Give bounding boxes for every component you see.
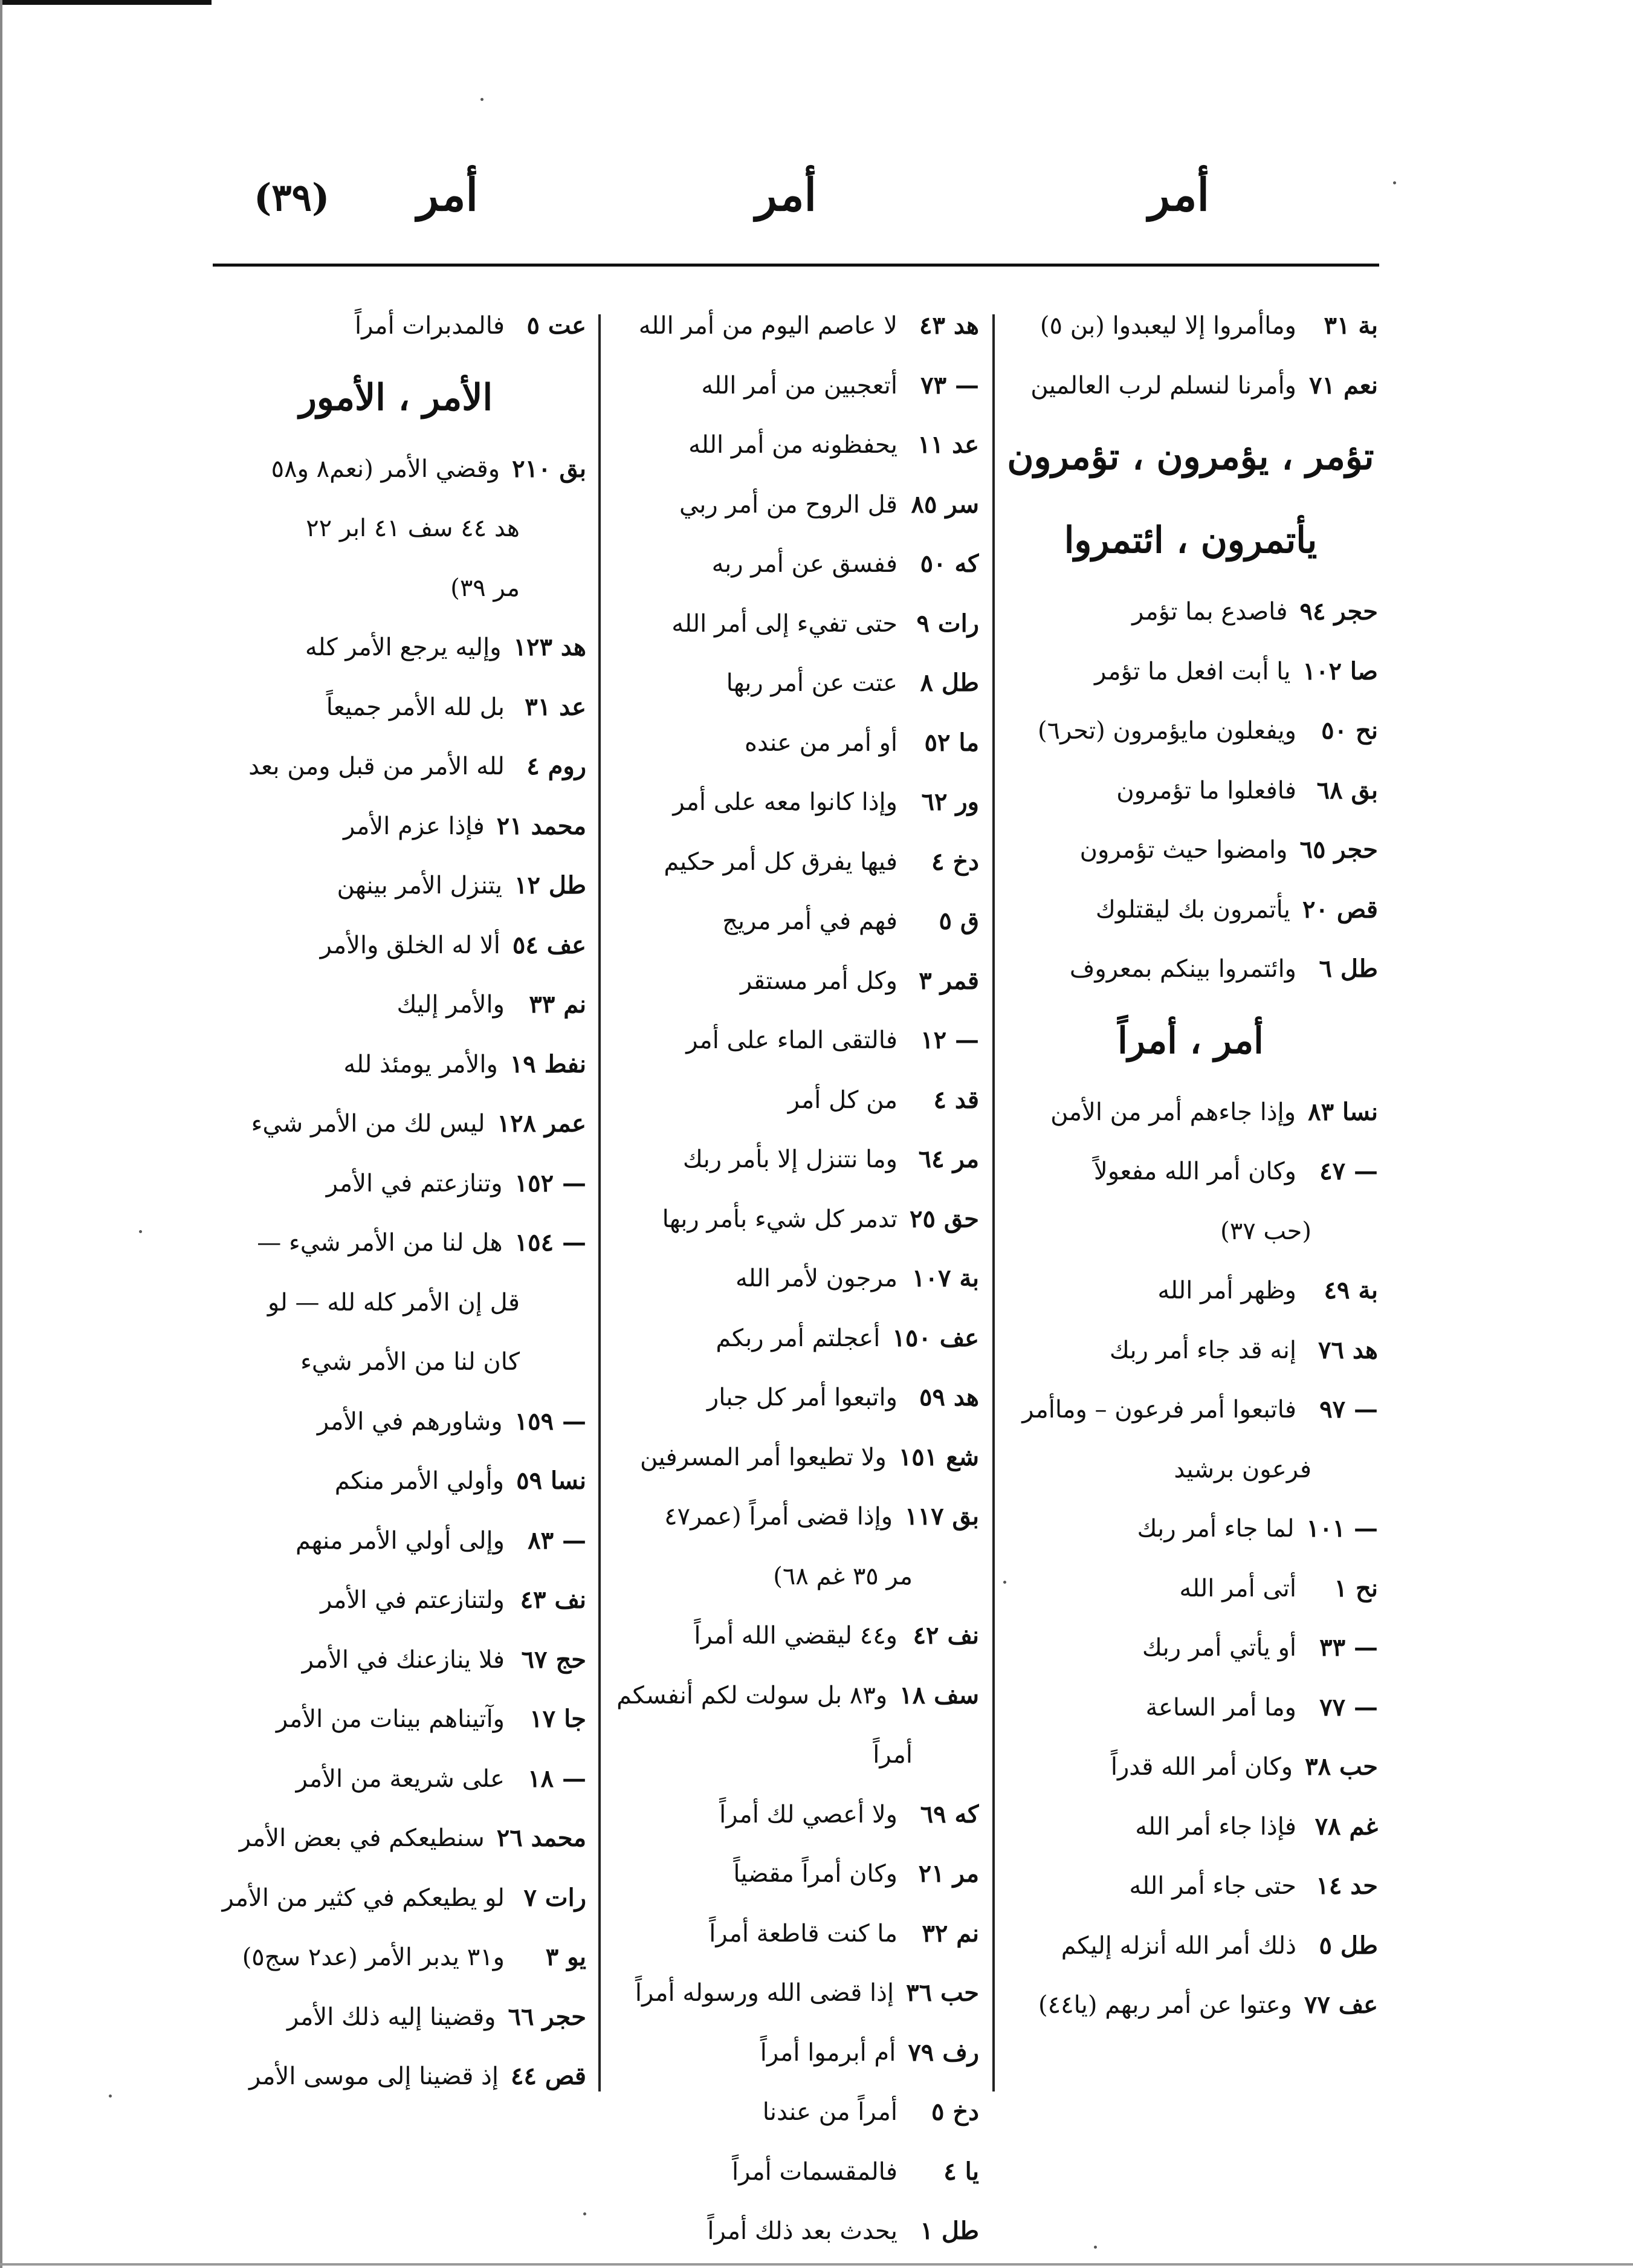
- entry-reference: هد ٧٦: [1318, 1335, 1378, 1364]
- entry-reference: هد ١٢٣: [513, 633, 586, 661]
- entry-reference: — ٧٣: [920, 371, 979, 400]
- entry-text: على شريعة من الأمر: [296, 1764, 505, 1793]
- entry-text: فالمدبرات أمراً: [354, 312, 505, 340]
- concordance-entry: [610, 951, 979, 1011]
- entry-text: والأمر يومئذ لله: [343, 1050, 498, 1078]
- entry-text: أتى أمر الله: [1179, 1574, 1296, 1602]
- concordance-entry: [1003, 1737, 1378, 1797]
- concordance-entry: [1003, 1856, 1378, 1916]
- entry-text: وتنازعتم في الأمر: [326, 1169, 503, 1197]
- scan-speck: [1094, 2246, 1097, 2249]
- concordance-entry: [205, 439, 586, 499]
- concordance-entry: [1003, 296, 1378, 356]
- entry-text: حتى جاء أمر الله: [1129, 1872, 1296, 1900]
- entry-reference: حب ٣٨: [1305, 1752, 1378, 1781]
- entry-text: وإذا قضى أمراً (عمر٤٧: [664, 1503, 893, 1531]
- entry-reference: — ٤٧: [1319, 1157, 1378, 1185]
- concordance-entry: [205, 975, 586, 1035]
- entry-reference: مر ٢١: [918, 1859, 979, 1888]
- scan-speck: [480, 98, 483, 101]
- entry-text: وائتمروا بينكم بمعروف: [1069, 955, 1296, 983]
- column-divider: [598, 314, 601, 2091]
- entry-text: وإلى أولي الأمر منهم: [295, 1526, 505, 1555]
- entry-text: وما أمر الساعة: [1145, 1693, 1296, 1722]
- entry-text: وكان أمر الله مفعولاً: [1093, 1158, 1296, 1185]
- entry-reference: هد ٤٣: [919, 311, 979, 340]
- concordance-entry: [1003, 582, 1378, 642]
- concordance-entry: [205, 1154, 586, 1214]
- concordance-entry: [1003, 356, 1378, 416]
- section-heading: تؤمر ، يؤمرون ، تؤمرون: [1007, 436, 1374, 478]
- concordance-entry: [1003, 939, 1378, 999]
- entry-text: وإذا جاءهم أمر من الأمن: [1050, 1098, 1296, 1126]
- entry-reference: نم ٣٢: [922, 1919, 979, 1948]
- concordance-entry: [610, 773, 979, 832]
- entry-reference: حق ٢٥: [910, 1204, 979, 1233]
- column-right: [1003, 296, 1378, 2035]
- entry-reference: — ١٥٤: [514, 1228, 586, 1257]
- concordance-entry: [610, 1606, 979, 1666]
- concordance-entry: [1003, 1975, 1378, 2035]
- scan-speck: [139, 1230, 142, 1233]
- concordance-entry: [205, 1511, 586, 1571]
- entry-reference: صا ١٠٢: [1302, 656, 1378, 685]
- entry-reference: نف ٤٣: [520, 1586, 586, 1614]
- entry-reference: نسا ٨٣: [1308, 1097, 1378, 1126]
- page-number: (٣٩): [254, 175, 330, 219]
- entry-reference: رات ٧: [523, 1883, 586, 1912]
- concordance-entry: [610, 296, 979, 356]
- entry-reference: — ٨٣: [528, 1526, 586, 1555]
- entry-reference: بة ٣١: [1324, 311, 1378, 340]
- entry-reference: نسا ٥٩: [516, 1466, 586, 1495]
- entry-text: ليس لك من الأمر شيء: [251, 1110, 485, 1138]
- entry-continuation: كان لنا من الأمر شيء: [300, 1348, 520, 1376]
- concordance-entry: [205, 797, 586, 857]
- entry-reference: — ٧٧: [1319, 1693, 1378, 1722]
- concordance-entry: [610, 1130, 979, 1190]
- entry-reference: حجر ٦٦: [508, 2002, 586, 2031]
- entry-text: ولتنازعتم في الأمر: [320, 1586, 505, 1614]
- entry-text: حتى تفيء إلى أمر الله: [671, 609, 897, 638]
- entry-text: وأمرنا لنسلم لرب العالمين: [1030, 371, 1296, 400]
- entry-text: وإليه يرجع الأمر كله: [305, 633, 502, 661]
- concordance-entry: [1003, 820, 1378, 880]
- entry-text: وآتيناهم بينات من الأمر: [276, 1705, 505, 1733]
- entry-reference: نح ٥٠: [1321, 716, 1378, 745]
- entry-text: وما نتنزل إلا بأمر ربك: [682, 1145, 897, 1173]
- entry-reference: ق ٥: [939, 907, 979, 935]
- entry-text: فاصدع بما تؤمر: [1132, 598, 1288, 626]
- concordance-entry: [610, 1249, 979, 1309]
- entry-text: وإذا كانوا معه على أمر: [673, 788, 897, 816]
- entry-text: وأولي الأمر منكم: [334, 1467, 505, 1495]
- concordance-entry: [1003, 1321, 1378, 1381]
- concordance-entry: [1003, 1916, 1378, 1976]
- entry-text: مرجون لأمر الله: [736, 1265, 897, 1292]
- entry-text: من كل أمر: [787, 1086, 897, 1114]
- header-left-word: أمر: [417, 169, 479, 221]
- scan-left-edge: [0, 0, 2, 2268]
- entry-text: وظهر أمر الله: [1157, 1277, 1296, 1304]
- entry-text: أو يأتي أمر ربك: [1142, 1634, 1296, 1662]
- entry-text: فيها يفرق كل أمر حكيم: [664, 847, 897, 876]
- entry-text: وعتوا عن أمر ربهم (يا٤٤): [1038, 1991, 1292, 2019]
- concordance-entry: [610, 415, 979, 475]
- scan-bottom-edge: [0, 2263, 1633, 2266]
- entry-text: عتت عن أمر ربها: [726, 669, 897, 697]
- entry-reference: محمد ٢١: [496, 811, 586, 840]
- entry-continuation: فرعون برشيد: [1174, 1455, 1311, 1483]
- concordance-entry: [610, 2202, 979, 2261]
- section-heading: الأمر ، الأمور: [299, 376, 493, 419]
- entry-text: يتنزل الأمر بينهن: [337, 872, 502, 899]
- concordance-entry: [610, 1785, 979, 1845]
- entry-text: وماأمروا إلا ليعبدوا (بن ٥): [1040, 312, 1296, 340]
- concordance-entry: [610, 2082, 979, 2142]
- scan-speck: [1003, 1581, 1006, 1584]
- entry-continuation: هد ٤٤ سف ٤١ ابر ٢٢: [306, 514, 520, 542]
- entry-reference: حجر ٦٥: [1299, 835, 1378, 864]
- entry-reference: بق ٢١٠: [512, 454, 586, 483]
- section-heading: يأتمرون ، ائتمروا: [1064, 519, 1318, 562]
- concordance-entry: [205, 1630, 586, 1690]
- concordance-entry: [205, 1809, 586, 1868]
- concordance-entry: [205, 1988, 586, 2047]
- concordance-entry: [610, 1309, 979, 1369]
- entry-continuation: مر ٣٩): [450, 574, 520, 602]
- concordance-entry: [1003, 1797, 1378, 1857]
- scan-speck: [1393, 181, 1396, 184]
- concordance-entry: [1003, 1559, 1378, 1619]
- entry-reference: بق ٦٨: [1316, 776, 1378, 805]
- entry-reference: نعم ٧١: [1309, 371, 1378, 400]
- entry-text: قل الروح من أمر ربي: [679, 490, 897, 519]
- entry-reference: كه ٥٠: [920, 549, 979, 578]
- concordance-entry: [205, 737, 586, 797]
- entry-text: يا أبت افعل ما تؤمر: [1095, 657, 1291, 685]
- entry-text: يحفظونه من أمر الله: [688, 431, 897, 459]
- scan-speck: [583, 2212, 586, 2215]
- entry-text: تدمر كل شيء بأمر ربها: [662, 1205, 897, 1233]
- entry-reference: — ١٠١: [1306, 1514, 1378, 1543]
- entry-reference: شع ١٥١: [898, 1442, 979, 1471]
- concordance-entry: [610, 713, 979, 773]
- concordance-entry: [610, 892, 979, 951]
- entry-text: أتعجبين من أمر الله: [701, 371, 897, 400]
- entry-reference: نح ١: [1334, 1573, 1378, 1602]
- entry-reference: عمر ١٢٨: [497, 1109, 586, 1138]
- entry-reference: رات ٩: [916, 609, 979, 638]
- entry-text: هل لنا من الأمر شيء —: [257, 1229, 503, 1257]
- concordance-entry: [610, 653, 979, 713]
- entry-reference: نم ٣٣: [529, 990, 586, 1019]
- concordance-entry: [1003, 642, 1378, 702]
- entry-text: وقضي الأمر (نعم٨ و٥٨: [271, 455, 500, 483]
- entry-reference: جا ١٧: [529, 1705, 586, 1733]
- entry-reference: طل ١: [920, 2217, 979, 2245]
- entry-reference: قمر ٣: [919, 966, 979, 995]
- entry-text: ففسق عن أمر ربه: [711, 550, 897, 578]
- entry-text: أعجلتم أمر ربكم: [716, 1324, 881, 1352]
- concordance-entry: [610, 1190, 979, 1249]
- entry-reference: نف ٤٢: [913, 1621, 979, 1650]
- concordance-entry: [1003, 1142, 1378, 1202]
- entry-reference: هد ٥٩: [919, 1383, 979, 1411]
- section-heading: أمر ، أمراً: [1117, 1019, 1264, 1062]
- entry-text: و٣١ يدبر الأمر (عد٢ سج٥): [242, 1943, 505, 1971]
- entry-text: والأمر إليك: [396, 991, 505, 1019]
- entry-text: فاتبعوا أمر فرعون – وماأمر: [1022, 1396, 1296, 1424]
- entry-reference: عف ١٥٠: [892, 1323, 979, 1352]
- entry-continuation: أمراً: [873, 1741, 913, 1769]
- entry-text: بل لله الأمر جميعاً: [326, 693, 505, 721]
- concordance-entry: [1003, 1499, 1378, 1559]
- concordance-entry: [205, 1690, 586, 1749]
- entry-reference: قد ٤: [933, 1085, 979, 1114]
- concordance-entry: [205, 1928, 586, 1988]
- concordance-entry: [205, 1868, 586, 1928]
- concordance-entry: [205, 1035, 586, 1095]
- concordance-entry: [610, 1963, 979, 2023]
- entry-reference: — ١٨: [528, 1764, 586, 1793]
- entry-text: أم أبرموا أمراً: [760, 2038, 896, 2067]
- entry-text: و٤٤ ليقضي الله أمراً: [694, 1622, 897, 1650]
- entry-text: فالمقسمات أمراً: [732, 2157, 897, 2186]
- entry-text: وقضينا إليه ذلك الأمر: [286, 2003, 496, 2031]
- entry-reference: طل ٥: [1319, 1931, 1378, 1960]
- entry-reference: بة ٤٩: [1324, 1276, 1378, 1304]
- entry-reference: كه ٦٩: [920, 1800, 979, 1829]
- entry-reference: — ١٥٢: [514, 1168, 586, 1197]
- concordance-entry: [205, 1749, 586, 1809]
- entry-text: ذلك أمر الله أنزله إليكم: [1061, 1931, 1296, 1960]
- entry-reference: رف ٧٩: [908, 2038, 979, 2067]
- entry-text: إذ قضينا إلى موسى الأمر: [249, 2062, 499, 2090]
- column-divider: [992, 314, 995, 2091]
- scan-speck: [109, 2095, 112, 2098]
- entry-reference: دخ ٥: [931, 2098, 979, 2126]
- entry-reference: طل ٨: [920, 669, 979, 697]
- concordance-entry: [610, 1666, 979, 1726]
- entry-reference: — ٣٣: [1319, 1633, 1378, 1662]
- column-left: [205, 296, 586, 2107]
- entry-reference: عت ٥: [526, 311, 586, 340]
- entry-reference: مر ٦٤: [918, 1145, 979, 1173]
- concordance-entry: [1003, 701, 1378, 761]
- concordance-entry: [610, 1428, 979, 1488]
- entry-reference: روم ٤: [526, 752, 586, 780]
- entry-reference: سف ١٨: [899, 1680, 979, 1709]
- concordance-entry: [205, 1213, 586, 1273]
- entry-text: أو أمر من عنده: [745, 728, 897, 757]
- concordance-entry: [1003, 1261, 1378, 1321]
- concordance-entry: [610, 2023, 979, 2083]
- entry-reference: — ١٥٩: [514, 1407, 586, 1436]
- entry-text: فهم في أمر مريج: [722, 907, 897, 935]
- entry-reference: حب ٣٦: [906, 1978, 979, 2007]
- concordance-entry: [610, 534, 979, 594]
- entry-continuation: قل إن الأمر كله لله — لو: [267, 1288, 520, 1317]
- concordance-entry: [610, 832, 979, 892]
- entry-text: ويفعلون مايؤمرون (تحر٦): [1037, 717, 1296, 745]
- entry-text: ولا أعصي لك أمراً: [719, 1800, 897, 1829]
- concordance-entry: [1003, 1618, 1378, 1678]
- entry-reference: — ١٢: [920, 1026, 979, 1054]
- concordance-entry: [610, 1844, 979, 1904]
- entry-text: واتبعوا أمر كل جبار: [707, 1384, 897, 1411]
- entry-text: فإذا عزم الأمر: [343, 812, 485, 840]
- entry-text: وكل أمر مستقر: [740, 967, 897, 995]
- concordance-entry: [205, 618, 586, 678]
- concordance-entry: [610, 1487, 979, 1547]
- concordance-entry: [205, 1392, 586, 1452]
- entry-reference: سر ٨٥: [911, 490, 979, 519]
- running-header: [0, 163, 1633, 248]
- entry-text: فافعلوا ما تؤمرون: [1116, 776, 1296, 805]
- entry-text: ولا تطيعوا أمر المسرفين: [640, 1443, 887, 1471]
- entry-text: لا عاصم اليوم من أمر الله: [638, 312, 897, 340]
- concordance-entry: [1003, 1380, 1378, 1440]
- entry-text: إذا قضى الله ورسوله أمراً: [635, 1979, 894, 2007]
- entry-text: وامضوا حيث تؤمرون: [1079, 836, 1288, 864]
- entry-reference: بة ١٠٧: [912, 1264, 979, 1292]
- entry-text: يأتمرون بك ليقتلوك: [1095, 895, 1290, 924]
- concordance-entry: [1003, 761, 1378, 821]
- concordance-entry: [1003, 1678, 1378, 1738]
- entry-continuation: (حب ٣٧): [1220, 1217, 1311, 1245]
- concordance-entry: [205, 1094, 586, 1154]
- entry-reference: ور ٦٢: [921, 788, 979, 816]
- concordance-entry: [610, 594, 979, 654]
- entry-text: ألا له الخلق والأمر: [320, 931, 500, 959]
- concordance-entry: [610, 2142, 979, 2202]
- entry-text: فالتقى الماء على أمر: [686, 1026, 897, 1054]
- entry-text: لله الأمر من قبل ومن بعد: [248, 753, 505, 780]
- concordance-entry: [610, 1011, 979, 1071]
- entry-reference: قص ٢٠: [1302, 895, 1378, 924]
- header-rule: [213, 264, 1379, 267]
- concordance-entry: [610, 356, 979, 416]
- header-right-word: أمر: [1148, 169, 1210, 221]
- entry-text: و٨٣ بل سولت لكم أنفسكم: [616, 1681, 888, 1709]
- entry-reference: نفط ١٩: [509, 1049, 586, 1078]
- entry-text: ما كنت قاطعة أمراً: [709, 1919, 897, 1948]
- entry-reference: ما ٥٢: [924, 728, 979, 757]
- concordance-entry: [1003, 880, 1378, 940]
- concordance-entry: [205, 678, 586, 737]
- entry-reference: يا ٤: [943, 2157, 979, 2186]
- concordance-entry: [610, 1904, 979, 1964]
- entry-reference: طل ٦: [1319, 954, 1378, 983]
- entry-reference: عف ٥٤: [512, 930, 586, 959]
- concordance-entry: [205, 916, 586, 976]
- entry-reference: محمد ٢٦: [496, 1824, 586, 1852]
- entry-text: سنطيعكم في بعض الأمر: [239, 1824, 485, 1852]
- entry-continuation: مر ٣٥ غم ٦٨): [773, 1562, 913, 1590]
- entry-text: أمراً من عندنا: [762, 2098, 897, 2126]
- entry-reference: حج ٦٧: [521, 1645, 586, 1674]
- entry-reference: يو ٣: [545, 1943, 586, 1971]
- entry-reference: عد ٣١: [525, 692, 586, 721]
- entry-text: لما جاء أمر ربك: [1137, 1515, 1295, 1543]
- concordance-entry: [610, 475, 979, 535]
- entry-reference: طل ١٢: [514, 871, 586, 899]
- concordance-entry: [205, 856, 586, 916]
- entry-text: فلا ينازعنك في الأمر: [302, 1645, 505, 1674]
- entry-reference: — ٩٧: [1319, 1395, 1378, 1424]
- entry-reference: بق ١١٧: [905, 1502, 979, 1531]
- concordance-entry: [1003, 1083, 1378, 1142]
- scan-edge-mark: [0, 0, 212, 5]
- concordance-entry: [205, 1570, 586, 1630]
- concordance-entry: [205, 1451, 586, 1511]
- column-middle: [610, 296, 979, 2261]
- entry-text: وكان أمر الله قدراً: [1110, 1753, 1293, 1781]
- concordance-entry: [205, 296, 586, 356]
- entry-text: وكان أمراً مقضياً: [733, 1860, 897, 1888]
- entry-text: وشاورهم في الأمر: [317, 1407, 503, 1436]
- entry-reference: عد ١١: [917, 430, 979, 459]
- entry-text: لو يطيعكم في كثير من الأمر: [222, 1884, 505, 1912]
- entry-text: إنه قد جاء أمر ربك: [1109, 1336, 1296, 1364]
- entry-reference: غم ٧٨: [1314, 1812, 1378, 1841]
- entry-reference: قص ٤٤: [510, 2062, 586, 2090]
- concordance-entry: [610, 1071, 979, 1130]
- entry-reference: عف ٧٧: [1304, 1991, 1378, 2019]
- entry-reference: حد ١٤: [1316, 1871, 1378, 1900]
- entry-text: يحدث بعد ذلك أمراً: [707, 2217, 897, 2245]
- entry-reference: دخ ٤: [931, 847, 979, 876]
- entry-reference: حجر ٩٤: [1299, 597, 1378, 626]
- header-middle-word: أمر: [755, 169, 817, 221]
- entry-text: فإذا جاء أمر الله: [1135, 1812, 1296, 1841]
- concordance-entry: [610, 1368, 979, 1428]
- concordance-entry: [205, 2047, 586, 2107]
